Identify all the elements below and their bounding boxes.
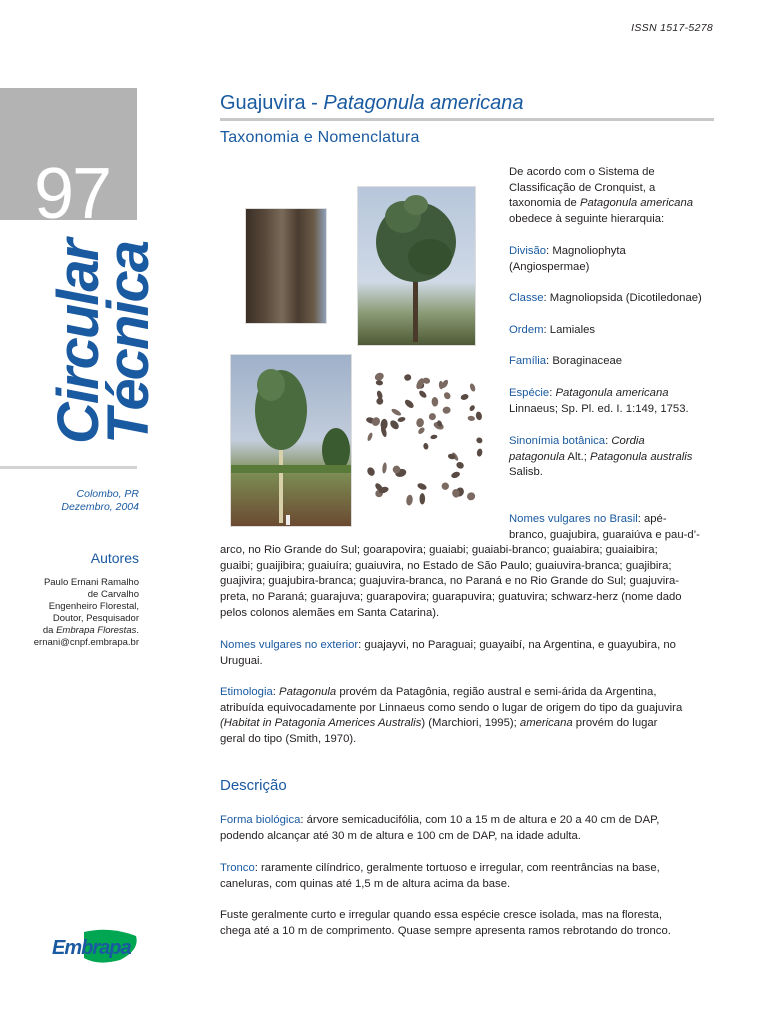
forma-biologica: Forma biológica: árvore semicaducifólia, com 10 a 15 m de altura e 20 a 40 cm de DAP, podendo alcançar até 30 m de altura e 100 cm de DAP, na idade adulta. (220, 814, 660, 842)
seed (420, 493, 426, 504)
date: Dezembro, 2004 (61, 501, 139, 513)
vulgares-brasil-right: Nomes vulgares no Brasil: apé- branco, guajubira, guaraiúva e pau-d’- (509, 513, 700, 541)
intro-text: De acordo com o Sistema de Classificação de Cronquist, a taxonomia de Patagonula americana obedece à seguinte hierarquia: (509, 166, 694, 226)
author-line: da Embrapa Florestas. (42, 625, 139, 636)
seed (476, 448, 483, 457)
trunk-photo (245, 208, 327, 324)
left-divider (0, 466, 137, 469)
seed (397, 416, 406, 422)
seed (450, 471, 460, 480)
seed (440, 481, 450, 491)
descricao-heading: Descrição (220, 777, 287, 794)
seed (366, 432, 373, 442)
series-line-1: Circular (46, 240, 111, 444)
section-title: Taxonomia e Nomenclatura (220, 129, 420, 146)
embrapa-logo (50, 928, 142, 964)
series-line-2: Técnica (96, 242, 161, 444)
taxon-classe: Classe: Magnoliopsida (Dicotiledonae) (509, 292, 702, 304)
issn: ISSN 1517-5278 (631, 22, 713, 34)
series-number: 97 (34, 154, 111, 234)
etimologia: Etimologia: Patagonula provém da Patagônia, região austral e semi-árida da Argentina, atribuída equivocadamente por Linnaeus como sendo o lugar de origem do tipo da guajuvira (Habitat in Patagonia Americes Australis) (Marchiori, 1995); americana provém do lugar geral do tipo (Smith, 1970). (220, 686, 683, 746)
seed (428, 412, 437, 421)
seed (382, 462, 388, 474)
title-rule (220, 118, 714, 121)
seed (430, 434, 438, 439)
seed (418, 389, 428, 399)
taxon-especie: Espécie: Patagonula americana Linnaeus; Sp. Pl. ed. I. 1:149, 1753. (509, 387, 689, 415)
fuste: Fuste geralmente curto e irregular quando essa espécie cresce isolada, mas na floresta, chega até a 10 m de comprimento. Quase sempre apresenta ramos rebrotando do tronco. (220, 909, 671, 937)
seed (404, 374, 412, 381)
seed (439, 381, 444, 390)
seed (475, 436, 483, 444)
seed (455, 461, 465, 470)
author-line: Doutor, Pesquisador (52, 613, 139, 624)
seed (469, 383, 476, 393)
seed (431, 397, 438, 407)
seed (443, 391, 452, 400)
seed (475, 411, 483, 421)
seed (467, 415, 475, 421)
taxon-familia: Família: Boraginaceae (509, 355, 623, 367)
young-tree-photo (230, 354, 352, 527)
vulgares-exterior: Nomes vulgares no exterior: guajayvi, no Paraguai; guayaibí, na Argentina, e guayubira, no Uruguai. (220, 639, 676, 667)
seed (465, 491, 476, 502)
tree-photo (357, 186, 476, 346)
logo-text: Embrapa (52, 937, 131, 959)
seed (406, 494, 414, 505)
seed (416, 482, 427, 491)
seed (403, 398, 415, 409)
author-line: de Carvalho (87, 589, 139, 600)
seed (390, 408, 402, 417)
seed (376, 397, 384, 405)
tronco: Tronco: raramente cilíndrico, geralmente tortuoso e irregular, com reentrâncias na base, caneluras, com quinas até 1,5 m de altura acima da base. (220, 862, 660, 890)
authors-heading: Autores (90, 550, 139, 566)
author-line: Engenheiro Florestal, (48, 601, 139, 612)
taxon-ordem: Ordem: Lamiales (509, 324, 596, 336)
page-title: Guajuvira - Patagonula americana (220, 92, 524, 114)
author-email[interactable]: ernani@cnpf.embrapa.br (33, 637, 139, 648)
seed (416, 418, 424, 428)
seed (376, 380, 384, 386)
seed (366, 466, 376, 477)
seed (460, 393, 469, 401)
place-date (10, 488, 139, 514)
seeds-photo (362, 366, 492, 511)
seed (468, 404, 475, 412)
taxon-sinonimia: Sinonímia botânica: Cordia patagonula Alt.; Patagonula australis Salisb. (509, 435, 693, 479)
author-line: Paulo Ernani Ramalho (43, 577, 139, 588)
seed (370, 416, 381, 428)
seed (442, 406, 451, 414)
vulgares-brasil-full: arco, no Rio Grande do Sul; goarapovira; guaiabi; guaiabi-branco; guaiabira; guaiaibira; guaibi; guaijibira; guaiuíra; guaiuvira, no Estado de São Paulo; guaiuvira-branca; guajibira; guajivira; guajubira-branca; guajuvira-branca, no Paraná e no Rio Grande do Sul; guajuvira- preta, no Paraná; guarajuva; guarapovira; guarapuvira; guatuvira; schwarz-herz (nome dado pelos colonos alemães em Santa Catarina). (220, 544, 682, 619)
seed (423, 443, 429, 450)
taxon-divisao: Divisão: Magnoliophyta (Angiospermae) (509, 245, 626, 273)
place: Colombo, PR (76, 488, 139, 500)
series-title-vertical (20, 222, 161, 447)
author-info (4, 577, 139, 649)
seed (417, 426, 426, 435)
